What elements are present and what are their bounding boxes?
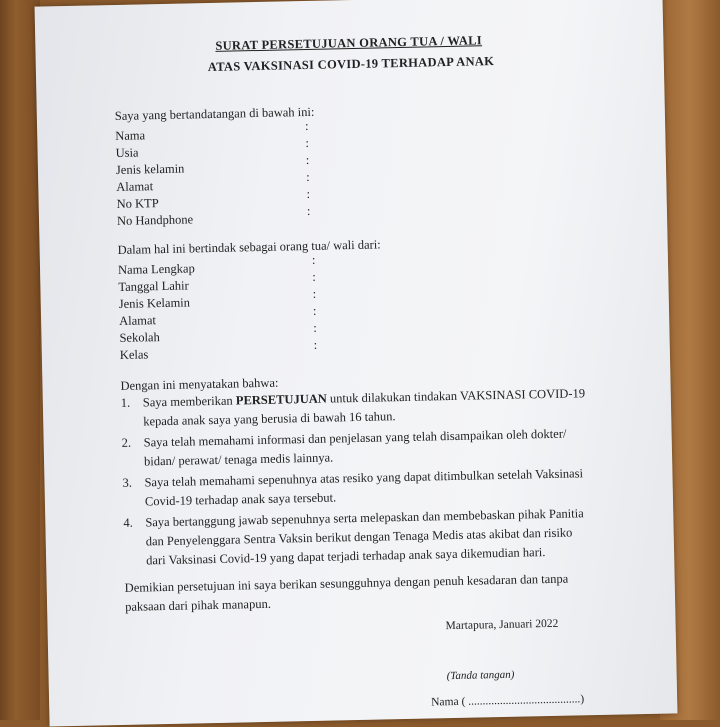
parent-field-label: Nama [115, 128, 146, 143]
statement-4-line2: dan Penyelenggara Sentra Vaksin berikut dengan Tenaga Medis atas akibat dan risiko [145, 525, 573, 549]
field-colon: : [306, 203, 311, 218]
child-field-label: Kelas [119, 347, 149, 362]
letter-title-line2: ATAS VAKSINASI COVID-19 TERHADAP ANAK [207, 54, 495, 75]
field-colon: : [312, 303, 317, 318]
place-date: Martapura, Januari 2022 [445, 617, 559, 633]
signature-label: (Tanda tangan) [446, 668, 515, 683]
statement-1-line2: kepada anak saya yang berusia di bawah 16 tahun. [143, 409, 396, 429]
statement-intro: Dengan ini menyatakan bahwa: [120, 375, 279, 393]
child-field-label: Sekolah [119, 330, 160, 345]
child-intro-text: Dalam hal ini bertindak sebagai orang tua/ wali dari: [117, 237, 381, 257]
parent-field-label: Jenis kelamin [115, 161, 185, 177]
parent-field-label: Usia [115, 145, 139, 160]
field-colon: : [313, 320, 317, 335]
statement-number: 2. [121, 435, 132, 450]
statement-number: 1. [120, 395, 131, 410]
child-field-label: Tanggal Lahir [118, 278, 189, 294]
statement-1-bold: PERSETUJUAN [235, 391, 327, 408]
field-colon: : [305, 135, 310, 151]
parent-field-label: Alamat [116, 179, 154, 194]
statement-3-line1: Saya telah memahami sepenuhnya atas resiko yang dapat ditimbulkan setelah Vaksinasi [144, 466, 584, 490]
field-colon: : [305, 152, 310, 168]
field-colon: : [312, 269, 316, 284]
child-field-label: Alamat [118, 313, 157, 328]
closing-line2: paksaan dari pihak manapun. [124, 596, 272, 614]
intro-text: Saya yang bertandatangan di bawah ini: [114, 104, 315, 123]
letter-title-line1: SURAT PERSETUJUAN ORANG TUA / WALI [215, 33, 483, 53]
statement-number: 3. [122, 475, 133, 490]
field-colon: : [306, 186, 311, 201]
statement-number: 4. [123, 515, 133, 530]
field-colon: : [311, 252, 316, 267]
field-colon: : [312, 286, 317, 301]
statement-4-line3: dari Vaksinasi Covid-19 yang dapat terjadi terhadap anak saya dikemudian hari. [146, 545, 546, 568]
statement-3-line2: Covid-19 terhadap anak saya tersebut. [144, 490, 337, 509]
parent-field-label: No Handphone [116, 212, 194, 228]
statement-1-line1: Saya memberikan PERSETUJUAN untuk dilakukan tindakan VAKSINASI COVID-19 [142, 386, 586, 410]
statement-4-line1: Saya bertanggung jawab sepenuhnya serta melepaskan dan membebaskan pihak Panitia [145, 506, 584, 530]
field-colon: : [306, 169, 310, 185]
name-signature-line: Nama ( .......................................) [431, 693, 585, 709]
parent-field-label: No KTP [116, 196, 159, 211]
statement-2-line2: bidan/ perawat/ tenaga medis lainnya. [143, 450, 334, 469]
field-colon: : [304, 118, 309, 134]
child-field-label: Nama Lengkap [117, 261, 195, 277]
closing-line1: Demikian persetujuan ini saya berikan sesungguhnya dengan penuh kesadaran dan tanpa [124, 571, 569, 595]
wood-table-left [0, 0, 40, 720]
child-field-label: Jenis Kelamin [118, 295, 191, 311]
statement-2-line1: Saya telah memahami informasi dan penjelasan yang telah disampaikan oleh dokter/ [143, 426, 567, 450]
consent-letter-paper [35, 0, 678, 726]
field-colon: : [313, 337, 318, 352]
